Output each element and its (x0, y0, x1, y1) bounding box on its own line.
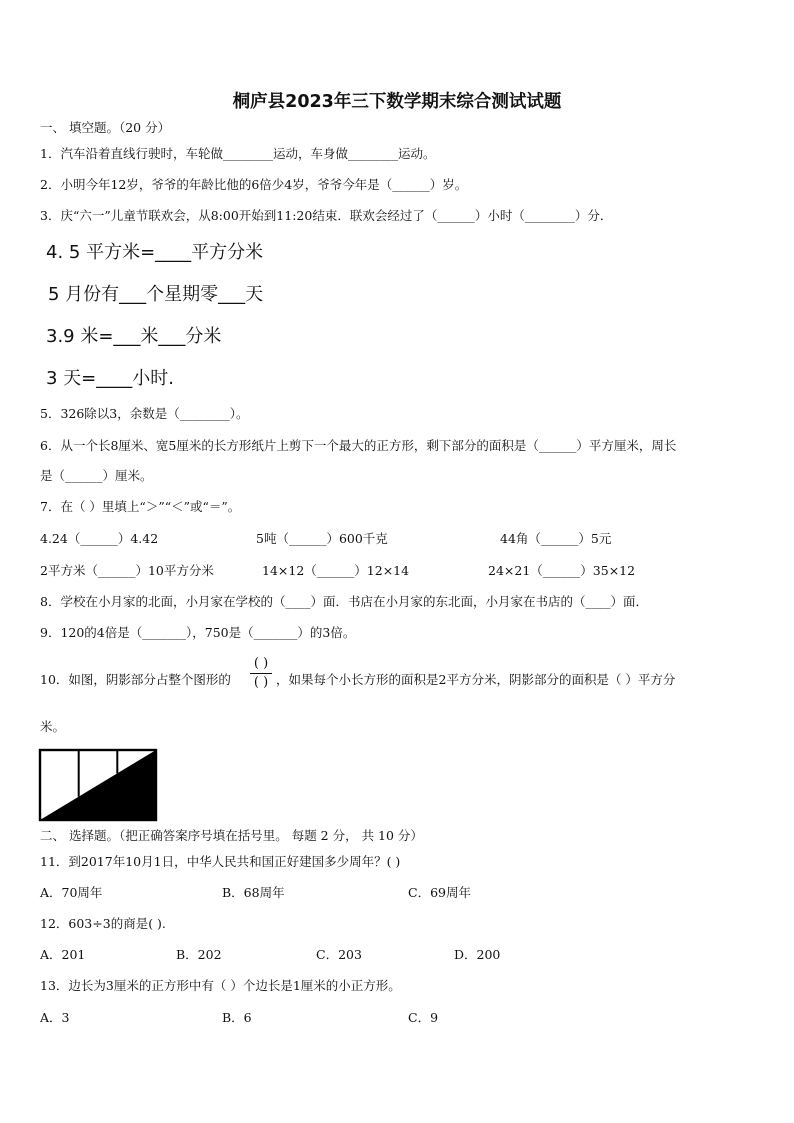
option-a: A．70周年 (40, 885, 103, 900)
question-7-item: 44角（______）5元 (500, 531, 612, 546)
option-b: B．202 (176, 947, 222, 962)
question-4-part-d: 3 天=____小时. (46, 368, 174, 389)
question-4-part-c: 3.9 米=___米___分米 (46, 326, 222, 347)
question-2: 2．小明今年12岁，爷爷的年龄比他的6倍少4岁，爷爷今年是（______）岁。 (40, 177, 468, 192)
option-a: A．3 (40, 1010, 70, 1025)
section-fill-in-heading: 一、 填空题。（20 分） (40, 120, 171, 135)
question-7-item: 4.24（______）4.42 (40, 531, 159, 546)
shaded-rectangle-figure (38, 746, 160, 824)
option-c: C．69周年 (408, 885, 471, 900)
question-3: 3．庆“六一”儿童节联欢会，从8:00开始到11:20结束．联欢会经过了（______）小时（________）分． (40, 208, 613, 223)
question-4-part-b: 5 月份有___个星期零___天 (48, 284, 264, 305)
option-b: B．68周年 (222, 885, 285, 900)
question-5: 5．326除以3，余数是（________）。 (40, 406, 249, 421)
option-c: C．203 (316, 947, 362, 962)
question-10-suffix: ，如果每个小长方形的面积是2平方分米，阴影部分的面积是（ ）平方分 (276, 672, 676, 687)
shaded-triangle (40, 750, 156, 820)
question-7-item: 24×21（______）35×12 (488, 563, 636, 578)
question-9: 9．120的4倍是（_______），750是（_______）的3倍。 (40, 625, 356, 640)
option-a: A．201 (40, 947, 86, 962)
option-c: C．9 (408, 1010, 439, 1025)
question-7-item: 2平方米（______）10平方分米 (40, 563, 214, 578)
question-13: 13．边长为3厘米的正方形中有（ ）个边长是1厘米的小正方形。 (40, 978, 401, 993)
question-6-line-1: 6．从一个长8厘米、宽5厘米的长方形纸片上剪下一个最大的正方形，剩下部分的面积是（______）平方厘米，周长 (40, 438, 677, 453)
option-b: B．6 (222, 1010, 252, 1025)
question-6-line-2: 是（______）厘米。 (40, 468, 153, 483)
question-10-prefix: 10．如图，阴影部分占整个图形的 (40, 672, 231, 687)
page-title: 桐庐县2023年三下数学期末综合测试试题 (232, 92, 562, 112)
question-8: 8．学校在小月家的北面，小月家在学校的（____）面．书店在小月家的东北面，小月家在书店的（____）面． (40, 594, 648, 609)
question-1: 1．汽车沿着直线行驶时，车轮做________运动，车身做________运动。 (40, 146, 436, 161)
fraction-numerator: ( ) (253, 656, 269, 671)
question-7: 7．在（ ）里填上“＞”“＜”或“＝”。 (40, 499, 241, 514)
question-10-continuation: 米。 (40, 719, 66, 734)
question-7-item: 5吨（______）600千克 (256, 531, 388, 546)
fraction-blank (250, 656, 272, 691)
fraction-bar (250, 673, 272, 674)
fraction-denominator: ( ) (253, 675, 269, 690)
question-11: 11．到2017年10月1日，中华人民共和国正好建国多少周年？( ) (40, 854, 401, 869)
question-12: 12．603÷3的商是( ). (40, 916, 166, 931)
section-choice-heading: 二、 选择题。（把正确答案序号填在括号里。 每题 2 分， 共 10 分） (40, 828, 423, 843)
option-d: D．200 (454, 947, 501, 962)
question-7-item: 14×12（______）12×14 (262, 563, 410, 578)
question-4-part-a: 4. 5 平方米=____平方分米 (46, 242, 264, 263)
